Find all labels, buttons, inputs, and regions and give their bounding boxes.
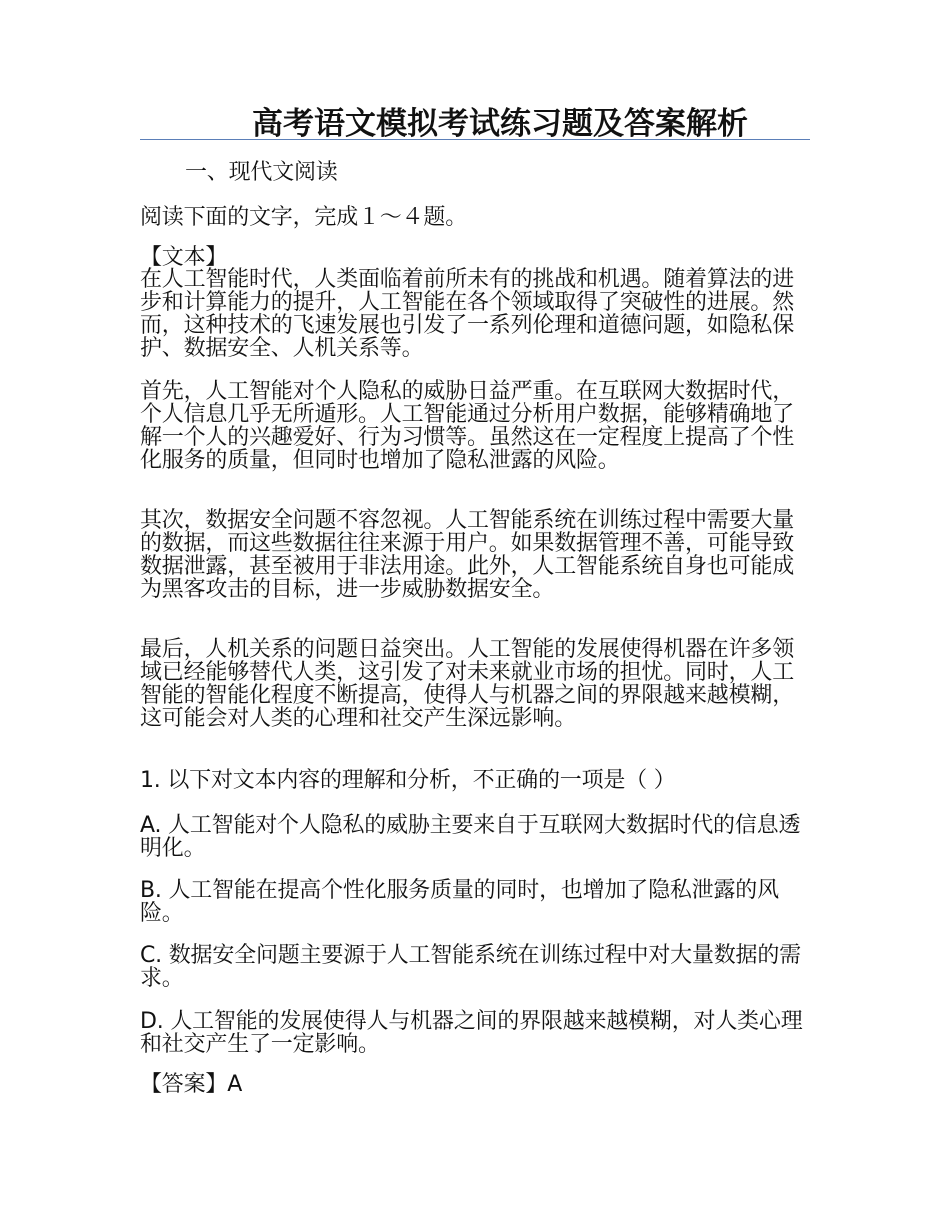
title-underline: [140, 139, 810, 140]
paragraph-data-security: 其次，数据安全问题不容忽视。人工智能系统在训练过程中需要大量的数据，而这些数据往往来源于用户。如果数据管理不善，可能导致数据泄露，甚至被用于非法用途。此外，人工智能系统自身也可能成为黑客攻击的目标，进一步威胁数据安全。: [140, 508, 795, 602]
section-heading: 一、现代文阅读: [185, 160, 338, 185]
text-label: 【文本】: [140, 245, 228, 270]
option-c: C. 数据安全问题主要源于人工智能系统在训练过程中对大量数据的需求。: [140, 943, 801, 991]
reading-instruction: 阅读下面的文字，完成１～４题。: [140, 205, 468, 230]
document-title: 高考语文模拟考试练习题及答案解析: [252, 106, 748, 142]
option-d: D. 人工智能的发展使得人与机器之间的界限越来越模糊，对人类心理和社交产生了一定影响。: [140, 1009, 803, 1057]
paragraph-privacy: 首先，人工智能对个人隐私的威胁日益严重。在互联网大数据时代，个人信息几乎无所遁形。人工智能通过分析用户数据，能够精确地了解一个人的兴趣爱好、行为习惯等。虽然这在一定程度上提高了个性化服务的质量，但同时也增加了隐私泄露的风险。: [140, 379, 795, 473]
option-a: A. 人工智能对个人隐私的威胁主要来自于互联网大数据时代的信息透明化。: [140, 813, 801, 861]
question-stem: 1. 以下对文本内容的理解和分析，不正确的一项是（ ）: [140, 768, 676, 793]
option-b: B. 人工智能在提高个性化服务质量的同时，也增加了隐私泄露的风险。: [140, 878, 779, 926]
paragraph-human-machine: 最后，人机关系的问题日益突出。人工智能的发展使得机器在许多领域已经能够替代人类，这引发了对未来就业市场的担忧。同时，人工智能的智能化程度不断提高，使得人与机器之间的界限越来越模糊，这可能会对人类的心理和社交产生深远影响。: [140, 637, 795, 731]
answer: 【答案】A: [140, 1072, 243, 1097]
paragraph-intro: 在人工智能时代，人类面临着前所未有的挑战和机遇。随着算法的进步和计算能力的提升，人工智能在各个领域取得了突破性的进展。然而，这种技术的飞速发展也引发了一系列伦理和道德问题，如隐私保护、数据安全、人机关系等。: [140, 267, 795, 361]
